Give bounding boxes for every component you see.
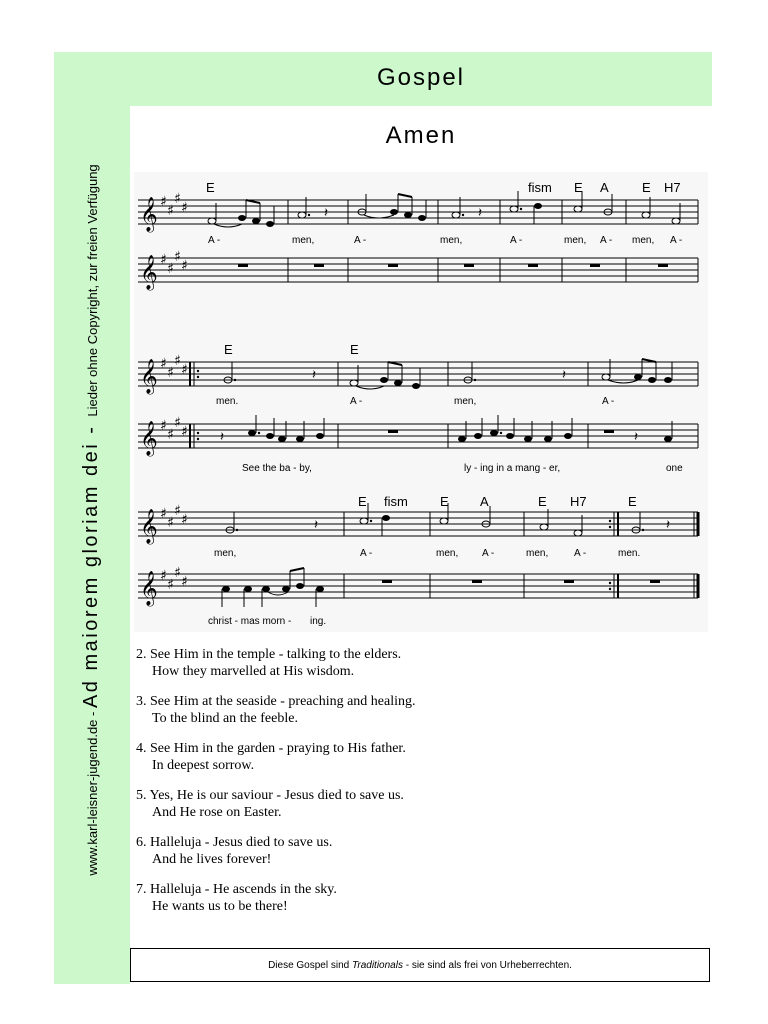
- verse-line: And He rose on Easter.: [152, 805, 282, 820]
- motto: Ad maiorem gloriam dei -: [80, 416, 102, 709]
- svg-text:𝄞: 𝄞: [140, 571, 158, 606]
- lyric: A -: [574, 548, 587, 559]
- svg-text:𝄽: 𝄽: [634, 430, 638, 445]
- system-3: [138, 494, 698, 627]
- chord: E: [440, 494, 449, 509]
- lyric: men,: [292, 235, 315, 246]
- chord: fism: [384, 494, 408, 509]
- lyric: men.: [618, 548, 641, 559]
- lyric: ly - ing in a mang - er,: [464, 463, 561, 474]
- verses: [136, 646, 696, 928]
- lyric: men,: [632, 235, 655, 246]
- lyric: A -: [600, 235, 613, 246]
- lyric: men,: [440, 235, 463, 246]
- footer-italic: Traditionals: [352, 960, 403, 971]
- svg-text:𝄽: 𝄽: [324, 206, 328, 221]
- lyric: A -: [602, 396, 615, 407]
- lyric: A -: [510, 235, 523, 246]
- svg-text:𝄽: 𝄽: [220, 430, 224, 445]
- verse-line: He wants us to be there!: [152, 899, 288, 914]
- verse-line: In deepest sorrow.: [152, 758, 255, 773]
- staff-upper: [138, 503, 698, 545]
- website-url: www.karl-leisner-jugend.de -: [85, 708, 100, 876]
- svg-text:𝄞: 𝄞: [140, 255, 158, 290]
- lyric: men,: [436, 548, 459, 559]
- verse-line: To the blind an the feeble.: [152, 711, 298, 726]
- staff-lower: [138, 249, 698, 291]
- lyric: men,: [526, 548, 549, 559]
- sheet-music: ♯ ♯ ♯ E fism E A E H7 𝄞 𝄽 𝄽 A - men, A - men, A - men, A - men, A - 𝄞 E E 𝄞 𝄽 𝄽 men. A - men, A - 𝄞 𝄽 𝄽 See the ba - by, ly - ing in a mang - er, one E fism E A E H7 E 𝄞 𝄽 𝄽 men, A - men, A - men, A - men. 𝄞 christ - mas morn - ing.: [134, 172, 708, 632]
- svg-text:𝄽: 𝄽: [314, 518, 318, 533]
- lyric: A -: [360, 548, 373, 559]
- song-title: Amen: [385, 122, 457, 149]
- svg-text:𝄽: 𝄽: [312, 368, 316, 383]
- lyric: A -: [350, 396, 363, 407]
- lyric: one: [666, 463, 683, 474]
- verse-line: 4. See Him in the garden - praying to His father.: [136, 741, 406, 756]
- svg-text:𝄽: 𝄽: [666, 518, 670, 533]
- chord: E: [628, 494, 637, 509]
- svg-text:𝄞: 𝄞: [140, 197, 158, 232]
- staff-lower: [138, 565, 698, 607]
- footer-text: Diese Gospel sind: [268, 960, 352, 971]
- chord: E: [224, 342, 233, 357]
- svg-text:𝄞: 𝄞: [140, 509, 158, 544]
- verse-7: [136, 881, 696, 915]
- chord: fism: [528, 180, 552, 195]
- lyric: men,: [214, 548, 237, 559]
- sidebar-vertical-text: [80, 120, 104, 920]
- chord: E: [574, 180, 583, 195]
- verse-6: [136, 834, 696, 868]
- system-1: [138, 180, 698, 291]
- verse-5: [136, 787, 696, 821]
- lyric: ing.: [310, 616, 327, 627]
- system-2: [138, 342, 698, 474]
- verse-line: 7. Halleluja - He ascends in the sky.: [136, 882, 337, 897]
- chord: H7: [664, 180, 681, 195]
- chord: E: [358, 494, 367, 509]
- verse-line: 5. Yes, He is our saviour - Jesus died to save us.: [136, 788, 404, 803]
- chord: H7: [570, 494, 587, 509]
- lyric: men,: [454, 396, 477, 407]
- svg-text:𝄽: 𝄽: [478, 206, 482, 221]
- staff-upper: [138, 191, 698, 233]
- lyric: men,: [564, 235, 587, 246]
- staff-lower: [138, 415, 698, 457]
- svg-text:𝄽: 𝄽: [562, 368, 566, 383]
- chord: A: [600, 180, 609, 195]
- lyric: A -: [670, 235, 683, 246]
- verse-line: 6. Halleluja - Jesus died to save us.: [136, 835, 333, 850]
- lyric: christ - mas morn -: [208, 616, 292, 627]
- copyright-note: Lieder ohne Copyright, zur freien Verfügung: [85, 164, 100, 417]
- lyric: men.: [216, 396, 239, 407]
- lyric: A -: [208, 235, 221, 246]
- verse-3: [136, 693, 696, 727]
- footer-text: - sie sind als frei von Urheberrechten.: [402, 960, 572, 971]
- verse-line: 3. See Him at the seaside - preaching and healing.: [136, 694, 416, 709]
- verse-line: 2. See Him in the temple - talking to the elders.: [136, 647, 402, 662]
- footer-note: [130, 948, 710, 982]
- chord: A: [480, 494, 489, 509]
- staff-upper: [138, 353, 698, 395]
- lyric: A -: [354, 235, 367, 246]
- verse-line: How they marvelled at His wisdom.: [152, 664, 355, 679]
- verse-4: [136, 740, 696, 774]
- chord: E: [350, 342, 359, 357]
- lyric: A -: [482, 548, 495, 559]
- chord: E: [642, 180, 651, 195]
- verse-line: And he lives forever!: [152, 852, 272, 867]
- chord: E: [206, 180, 215, 195]
- svg-text:𝄞: 𝄞: [140, 359, 158, 394]
- chord: E: [538, 494, 547, 509]
- svg-text:𝄞: 𝄞: [140, 421, 158, 456]
- lyric: See the ba - by,: [242, 463, 312, 474]
- category-title: Gospel: [376, 64, 466, 91]
- verse-2: [136, 646, 696, 680]
